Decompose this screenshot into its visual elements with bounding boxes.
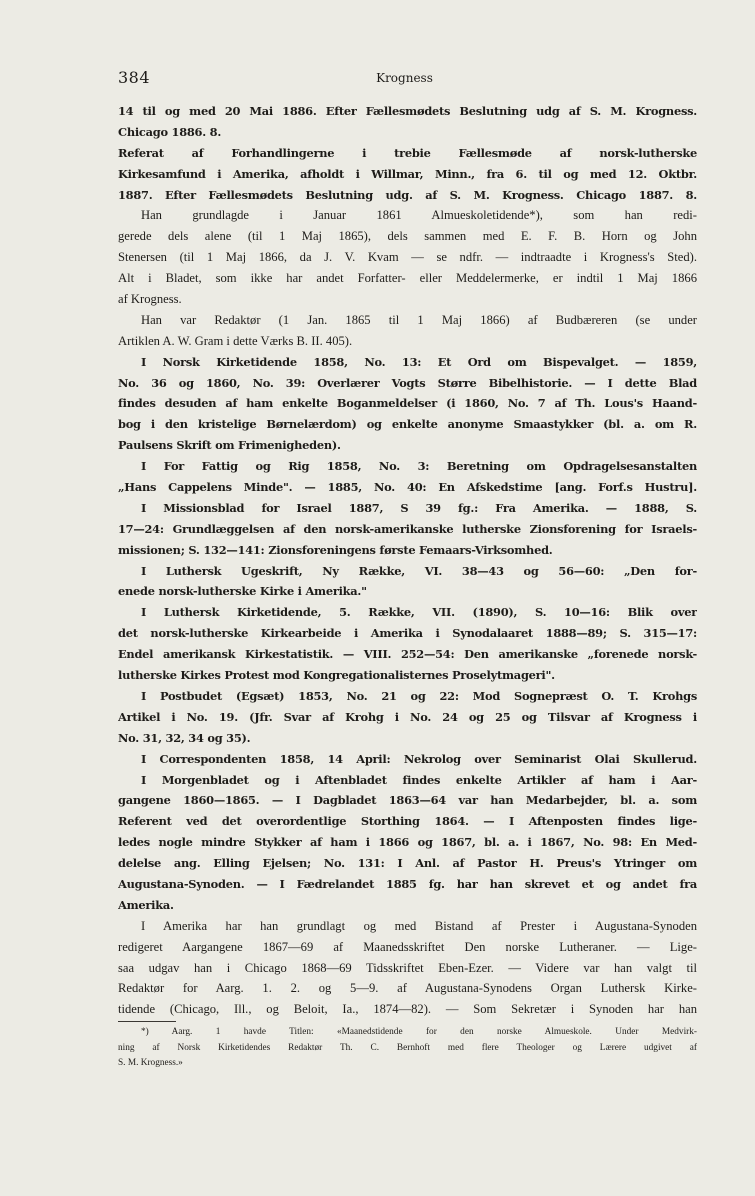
text-line: enede norsk-lutherske Kirke i Amerika." [118, 584, 367, 599]
text-line: gangene 1860—1865. — I Dagbladet 1863—64 var han Medarbejder, bl. a. som [118, 793, 697, 808]
running-head: Krogness [376, 71, 433, 85]
text-line: Paulsens Skrift om Frimenigheden). [118, 438, 341, 453]
text-line: bog i den kristelige Børnelærdom) og enkelte anonyme Smaastykker (bl. a. om R. [118, 417, 697, 432]
text-line: missionen; S. 132—141: Zionsforeningens første Femaars-Virksomhed. [118, 542, 553, 557]
footnote-rule [118, 1021, 176, 1022]
text-line: Augustana-Synoden. — I Fædrelandet 1885 fg. har han skrevet et og andet fra [118, 876, 697, 891]
text-line: I Amerika har han grundlagt og med Bistand af Prester i Augustana-Synoden [141, 918, 697, 933]
text-line: No. 31, 32, 34 og 35). [118, 730, 251, 745]
text-line: 17—24: Grundlæggelsen af den norsk-amerikanske lutherske Zionsforening for Israels- [118, 521, 697, 536]
text-line: I Postbudet (Egsæt) 1853, No. 21 og 22: Mod Sognepræst O. T. Krohgs [141, 688, 697, 703]
text-line: Artikel i No. 19. (Jfr. Svar af Krohg i No. 24 og 25 og Tilsvar af Krogness i [118, 709, 697, 724]
text-line: tidende (Chicago, Ill., og Beloit, Ia., 1874—82). — Som Sekretær i Synoden har han [118, 1002, 697, 1017]
text-line: redigeret Aargangene 1867—69 af Maanedsskriftet Den norske Lutheraner. — Lige- [118, 939, 697, 954]
text-line: Stenersen (til 1 Maj 1866, da J. V. Kvam — se ndfr. — indtraadte i Krogness's Sted). [118, 250, 697, 265]
text-line: Endel amerikansk Kirkestatistik. — VIII. 252—54: Den amerikanske „forenede norsk- [118, 647, 697, 662]
text-line: I Morgenbladet og i Aftenbladet findes enkelte Artikler af ham i Aar- [141, 772, 697, 787]
text-line: saa udgav han i Chicago 1868—69 Tidsskriftet Eben-Ezer. — Videre var han valgt til [118, 960, 697, 975]
text-line: I Luthersk Ugeskrift, Ny Række, VI. 38—43 og 56—60: „Den for- [141, 563, 697, 578]
text-line: I Missionsblad for Israel 1887, S 39 fg.: Fra Amerika. — 1888, S. [141, 500, 697, 515]
text-line: Han grundlagde i Januar 1861 Almueskoletidende*), som han redi- [141, 208, 697, 223]
text-line: Chicago 1886. 8. [118, 124, 222, 139]
text-line: lutherske Kirkes Protest mod Kongregationalisternes Proselytmageri". [118, 668, 555, 683]
text-line: Amerika. [118, 897, 174, 912]
text-line: I Norsk Kirketidende 1858, No. 13: Et Ord om Bispevalget. — 1859, [141, 354, 697, 369]
page-header [118, 64, 691, 88]
text-line: det norsk-lutherske Kirkearbeide i Amerika i Synodalaaret 1888—89; S. 315—17: [118, 626, 697, 641]
text-line: Alt i Bladet, som ikke har andet Forfatter- eller Meddelermerke, er indtil 1 Maj 1866 [118, 271, 697, 286]
body-text [118, 101, 697, 1020]
text-line: I For Fattig og Rig 1858, No. 3: Beretning om Opdragelsesanstalten [141, 459, 697, 474]
text-line: I Correspondenten 1858, 14 April: Nekrolog over Seminarist Olai Skullerud. [141, 751, 697, 766]
text-line: Kirkesamfund i Amerika, afholdt i Willmar, Minn., fra 6. til og med 12. Oktbr. [118, 166, 697, 181]
footnote-line: ning af Norsk Kirketidendes Redaktør Th. C. Bernhoft med flere Theologer og Lærere udgivet af [118, 1042, 697, 1053]
text-line: af Krogness. [118, 292, 182, 307]
text-line: findes desuden af ham enkelte Boganmeldelser (i 1860, No. 7 af Th. Lous's Haand- [118, 396, 697, 411]
text-line: Redaktør for Aarg. 1. 2. og 5—9. af Augustana-Synodens Organ Luthersk Kirke- [118, 981, 697, 996]
text-line: „Hans Cappelens Minde". — 1885, No. 40: En Afskedstime [ang. Forf.s Hustru]. [118, 480, 697, 495]
footnote-line: S. M. Krogness.» [118, 1058, 183, 1068]
text-line: Referent ved det overordentlige Storthing 1864. — I Aftenposten findes lige- [118, 814, 697, 829]
text-line: I Luthersk Kirketidende, 5. Række, VII. (1890), S. 10—16: Blik over [141, 605, 697, 620]
text-line: No. 36 og 1860, No. 39: Overlærer Vogts Større Bibelhistorie. — I dette Blad [118, 375, 697, 390]
footnote [118, 1025, 697, 1072]
text-line: ledes nogle mindre Stykker af ham i 1866 og 1867, bl. a. i 1867, No. 98: En Med- [118, 835, 697, 850]
text-line: Han var Redaktør (1 Jan. 1865 til 1 Maj 1866) af Budbæreren (se under [141, 312, 697, 327]
text-line: Referat af Forhandlingerne i trebie Fællesmøde af norsk-lutherske [118, 145, 697, 160]
text-line: gerede dels alene (til 1 Maj 1865), dels sammen med E. F. B. Horn og John [118, 229, 697, 244]
text-line: 1887. Efter Fællesmødets Beslutning udg. af S. M. Krogness. Chicago 1887. 8. [118, 187, 697, 202]
text-line: delelse ang. Elling Ejelsen; No. 131: I Anl. af Pastor H. Preus's Ytringer om [118, 856, 697, 871]
footnote-line: *) Aarg. 1 havde Titlen: «Maanedstidende for den norske Almueskole. Under Medvirk- [141, 1027, 697, 1037]
text-line: 14 til og med 20 Mai 1886. Efter Fællesmødets Beslutning udg af S. M. Krogness. [118, 104, 697, 118]
text-line: Artiklen A. W. Gram i dette Værks B. II. 405). [118, 333, 353, 348]
page-number: 384 [118, 68, 151, 87]
